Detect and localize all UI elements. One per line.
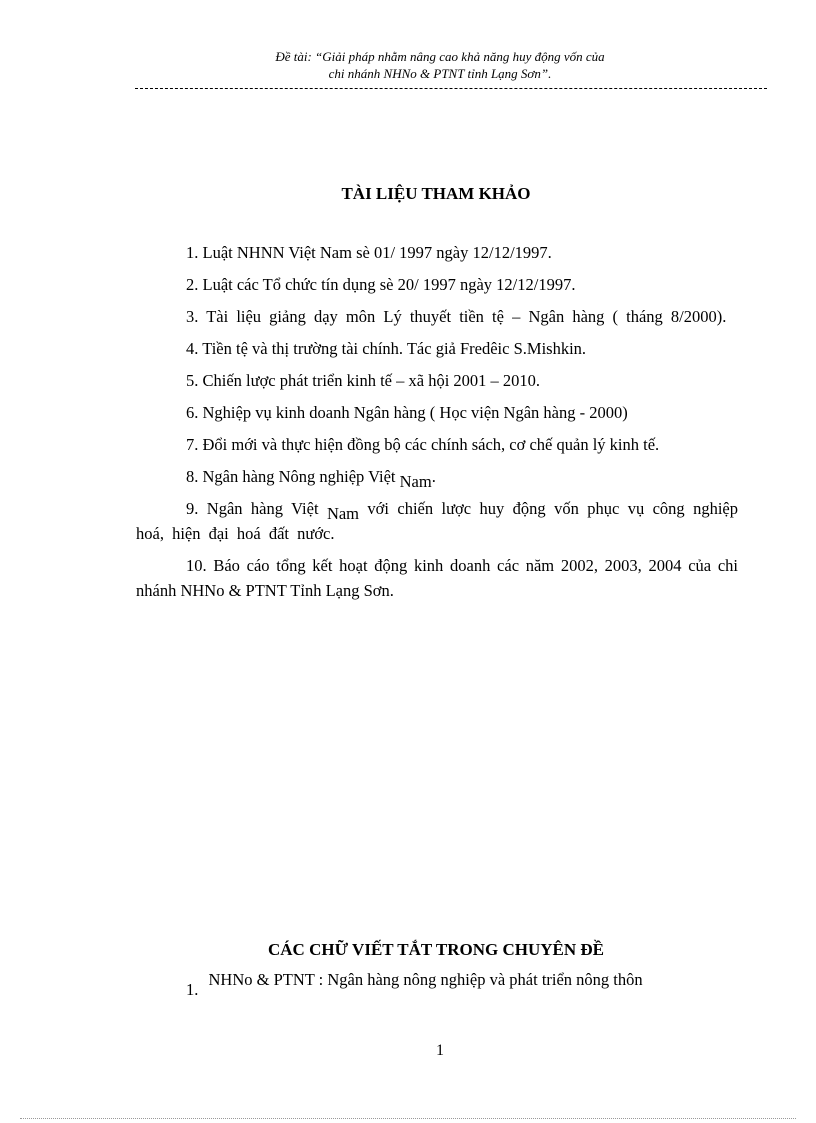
reference-item: 7. Đổi mới và thực hiện đồng bộ các chính sách, cơ chế quản lý kinh tế. <box>186 435 660 454</box>
reference-text: . <box>431 467 436 486</box>
reference-item: 4. Tiền tệ và thị trường tài chính. Tác giả Fredêic S.Mishkin. <box>186 339 587 358</box>
page-header <box>190 48 690 82</box>
reference-text: 8. Ngân hàng Nông nghiệp Việt <box>186 467 400 486</box>
reference-item: 6. Nghiệp vụ kinh doanh Ngân hàng ( Học viện Ngân hàng - 2000) <box>186 403 628 422</box>
reference-text-sub: Nam <box>326 504 360 523</box>
reference-text-sub: Nam <box>399 472 432 491</box>
page-number: 1 <box>436 1042 444 1059</box>
header-line-2: chi nhánh NHNo & PTNT tỉnh Lạng Sơn”. <box>328 66 552 81</box>
reference-text: với chiến lược huy động vốn phục vụ công nghiệp hoá, hiện đại hoá đất nước. <box>136 499 738 543</box>
references-title: TÀI LIỆU THAM KHẢO <box>341 184 531 203</box>
reference-item: 3. Tài liệu giảng dạy môn Lý thuyết tiền tệ – Ngân hàng ( tháng 8/2000). <box>186 307 727 326</box>
reference-item: 2. Luật các Tổ chức tín dụng sè 20/ 1997 ngày 12/12/1997. <box>186 275 576 294</box>
reference-item: 5. Chiến lược phát triển kinh tế – xã hội 2001 – 2010. <box>186 371 541 390</box>
reference-item: 10. Báo cáo tổng kết hoạt động kinh doanh các năm 2002, 2003, 2004 của chi nhánh NHNo & PTNT Tỉnh Lạng Sơn. <box>136 556 738 600</box>
page-bottom-edge <box>20 1118 796 1119</box>
abbreviation-number: 1. <box>186 980 199 999</box>
header-line-1: Đề tài: “Giải pháp nhằm nâng cao khả năng huy động vốn của <box>275 49 605 64</box>
abbreviations-title: CÁC CHỮ VIẾT TẮT TRONG CHUYÊN ĐỀ <box>268 940 604 959</box>
header-divider <box>135 88 767 89</box>
reference-item: 1. Luật NHNN Việt Nam sè 01/ 1997 ngày 12/12/1997. <box>186 243 552 262</box>
abbreviation-text: NHNo & PTNT : Ngân hàng nông nghiệp và phát triển nông thôn <box>208 970 643 989</box>
reference-text: 9. Ngân hàng Việt <box>186 499 327 518</box>
reference-item <box>136 464 738 489</box>
reference-item <box>136 496 738 546</box>
abbreviation-item <box>186 970 643 999</box>
references-list <box>136 240 738 610</box>
